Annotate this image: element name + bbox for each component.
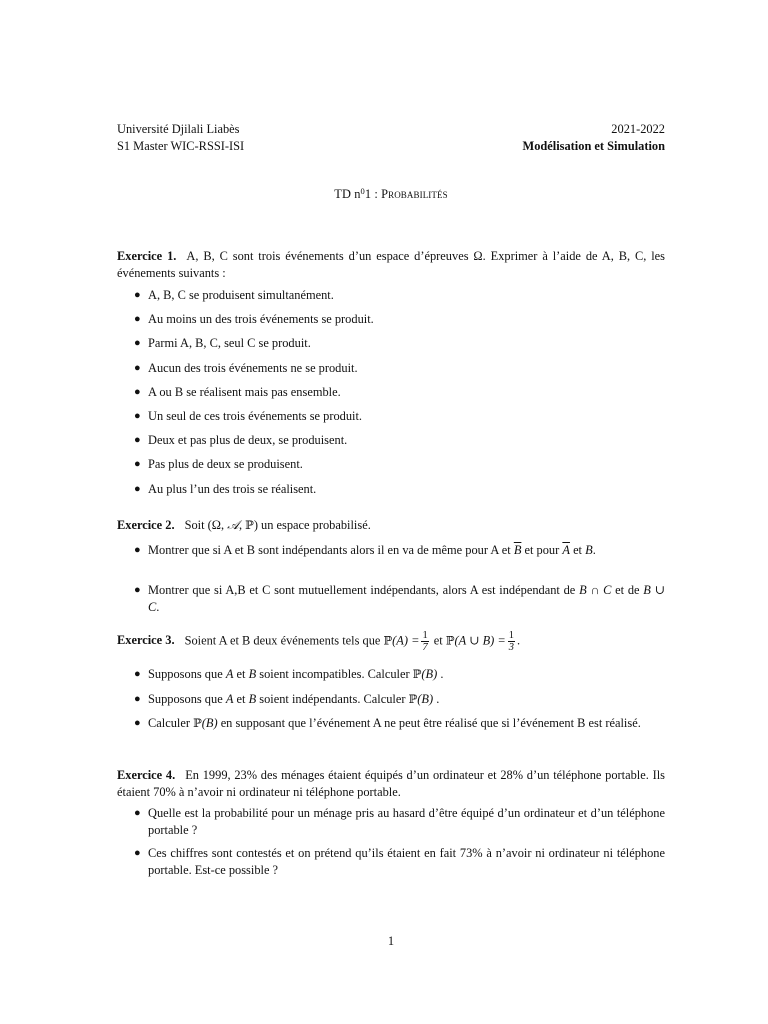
exercise-1-list (117, 287, 665, 505)
document-header (117, 121, 665, 154)
list-item: ● Parmi A, B, C, seul C se produit. (134, 336, 311, 351)
program-name: S1 Master WIC-RSSI-ISI (117, 138, 245, 153)
exercise-4-list (117, 805, 665, 885)
bullet-icon: ● (134, 361, 141, 374)
list-item: ● Supposons que A et B soient incompatibles. Calculer ℙ(B) . (134, 667, 444, 681)
bullet-icon: ● (134, 807, 141, 819)
academic-year: 2021-2022 (611, 122, 665, 136)
list-item: ● Supposons que A et B soient indépendants. Calculer ℙ(B) . (134, 691, 440, 706)
list-item: ● Deux et pas plus de deux, se produisent. (134, 433, 348, 448)
list-item: ● Calculer ℙ(B) en supposant que l’événement A ne peut être réalisé que si l’événement B est réalisé. (134, 716, 641, 730)
list-item: ● Montrer que si A,B et C sont mutuellement indépendants, alors A est indépendant de B ∩ C et de B ∪ C. (134, 583, 665, 614)
list-item: ● Aucun des trois événements ne se produit. (134, 360, 358, 375)
exercise-4-intro: Exercice 4. En 1999, 23% des ménages étaient équipés d’un ordinateur et 28% d’un téléphone portable. Ils étaient 70% à n’avoir ni ordinateur ni téléphone portable. (117, 768, 665, 799)
list-item: ● Quelle est la probabilité pour un ménage pris au hasard d’être équipé d’un ordinateur et d’un téléphone portable ? (134, 806, 665, 837)
exercise-2-label: Exercice 2. (117, 518, 175, 532)
bullet-icon: ● (134, 434, 141, 447)
list-item: ● A, B, C se produisent simultanément. (134, 288, 334, 302)
list-item: ● Ces chiffres sont contestés et on prétend qu’ils étaient en fait 73% à n’avoir ni ordinateur ni téléphone portable. Est-ce possible ? (134, 846, 665, 877)
bullet-icon: ● (134, 717, 141, 729)
bullet-icon: ● (134, 482, 141, 495)
bullet-icon: ● (134, 313, 141, 326)
page-number: 1 (387, 934, 395, 948)
list-item: ● Au moins un des trois événements se produit. (134, 312, 374, 327)
bullet-icon: ● (134, 289, 141, 301)
fraction-one-third: $\frac{1}{3}$ (508, 630, 514, 653)
course-name: Modélisation et Simulation (522, 138, 665, 153)
bullet-icon: ● (134, 458, 141, 471)
document-page (117, 0, 665, 1024)
exercise-4-label: Exercice 4. (117, 768, 176, 782)
exercise-1-intro: Exercice 1. A, B, C sont trois événements d’un espace d’épreuves Ω. Exprimer à l’aide de A, B, C, les événements suivants : (117, 249, 665, 280)
bullet-icon: ● (134, 385, 141, 398)
bullet-icon: ● (134, 409, 141, 422)
exercise-1-label: Exercice 1. (117, 249, 177, 263)
list-item: ● Montrer que si A et B sont indépendants alors il en va de même pour A et $\overline{B}$ et pour $\overline{A}$ et B. (134, 543, 596, 557)
list-item: ● Un seul de ces trois événements se produit. (134, 408, 363, 423)
list-item: ● Au plus l’un des trois se réalisent. (134, 481, 317, 496)
bullet-icon: ● (134, 544, 141, 556)
exercise-3-intro: Exercice 3. Soient A et B deux événements tels que ℙ(A) = $\frac{1}{7}$ et ℙ(A ∪ B) = $\frac{1}{3}$ . (117, 630, 521, 653)
fraction-one-seventh: $\frac{1}{7}$ (422, 630, 428, 653)
list-item: ● Pas plus de deux se produisent. (134, 457, 303, 472)
exercise-2-list (117, 542, 665, 622)
bullet-icon: ● (134, 692, 141, 705)
list-item: ● A ou B se réalisent mais pas ensemble. (134, 384, 341, 399)
bullet-icon: ● (134, 668, 141, 680)
page-title: TD $n^01$ : Probabilités (334, 186, 448, 201)
university-name: Université Djilali Liabès (117, 122, 240, 136)
bullet-icon: ● (134, 847, 141, 859)
bullet-icon: ● (134, 337, 141, 350)
exercise-3-label: Exercice 3. (117, 633, 175, 648)
exercise-3-list (117, 666, 665, 755)
exercise-2-intro: Exercice 2. Soit (Ω, 𝒜, ℙ) un espace probabilisé. (117, 518, 371, 532)
bullet-icon: ● (134, 584, 141, 596)
